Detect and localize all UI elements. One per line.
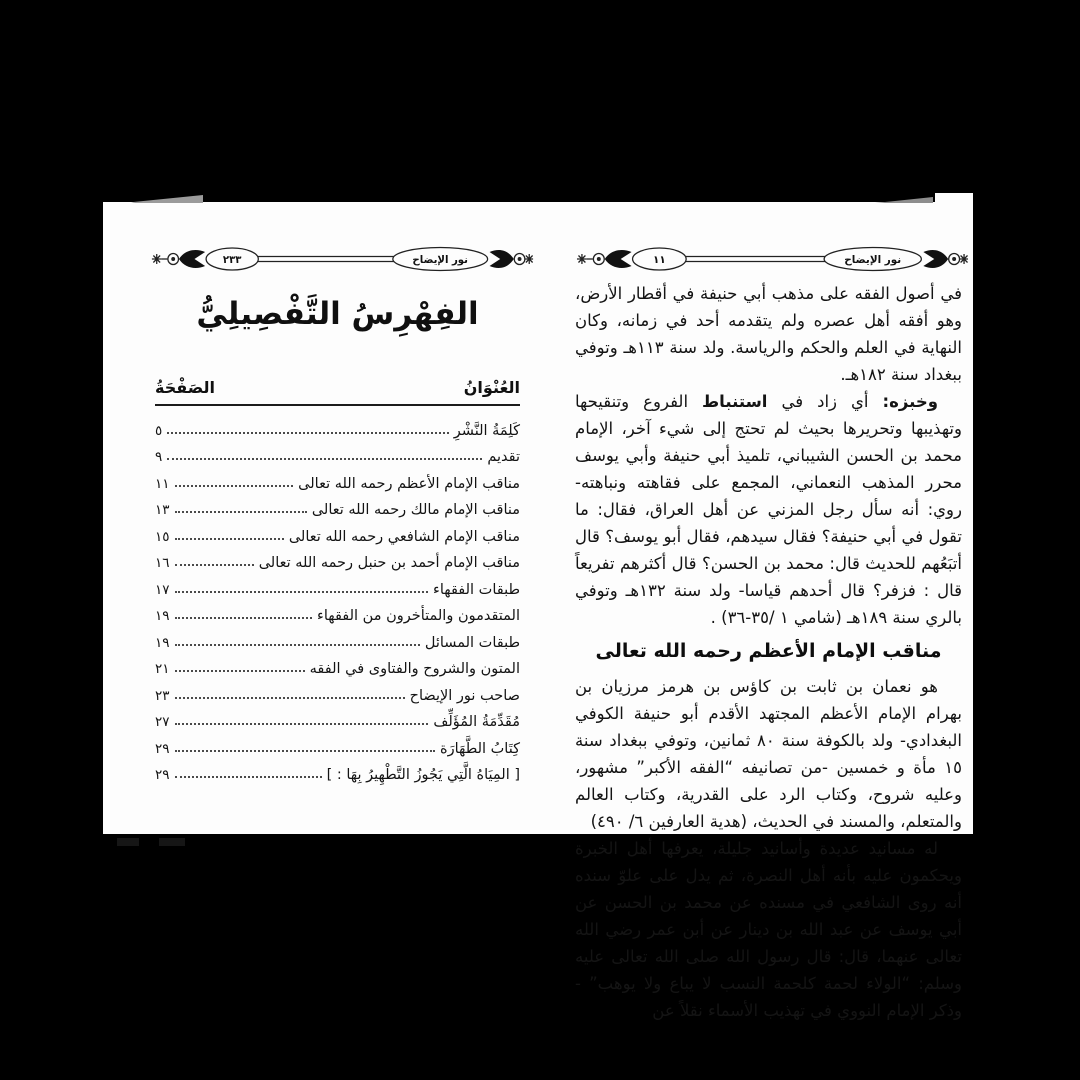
toc-leader-dots	[175, 723, 429, 725]
toc-entry-page: ١٧	[155, 581, 170, 598]
toc-entry	[155, 571, 520, 598]
toc-leader-dots	[175, 591, 429, 593]
scan-artifact	[117, 838, 139, 846]
toc-entry	[155, 518, 520, 545]
toc-entry-label: مناقب الإمام أحمد بن حنبل رحمه الله تعالى	[258, 555, 520, 571]
star-icon	[577, 254, 587, 264]
bold-term: وخبزه:	[882, 392, 938, 411]
toc-page	[103, 202, 538, 834]
toc-entry-label: المتقدمون والمتأخرون من الفقهاء	[317, 608, 520, 624]
toc-entry	[155, 730, 520, 757]
toc-entry-page: ٢٩	[155, 740, 170, 757]
toc-entry-page: ٢١	[155, 661, 170, 677]
toc-entry-label: مُقَدِّمَةُ المُؤَلِّف	[433, 714, 520, 730]
index-title: الفِهْرِسُ التَّفْصِيلِيُّ	[196, 296, 479, 332]
page-number: ١١	[652, 253, 666, 267]
header-ornament	[149, 242, 536, 276]
toc-entry-page: ١٩	[155, 608, 170, 624]
toc-entry-page: ١٩	[155, 634, 170, 651]
book-spread	[103, 202, 973, 1020]
wing-icon	[923, 250, 948, 268]
toc-entry-label: مناقب الإمام الأعظم رحمه الله تعالى	[298, 475, 520, 492]
paragraph: وخبزه: أي زاد في استنباط الفروع وتنقيحها وتهذيبها وتحريرها بحيث لم تحتج إلى شيء آخر، الإمام محمد بن الحسن الشيباني، تلميذ أبي حنيفة وأبي يوسف محرر المذهب النعماني، المجمع على فقاهته ونباهته- روي: أنه سأل رجل المزني عن أهل العراق، فقال: ما تقول في أبي حنيفة؟ فقال سيدهم، فقال أبو يوسف؟ قال أتبَعُهم للحديث قال: محمد بن الحسن؟ قال أكثرهم تفريعاً قال : فزفر؟ قال أحدهم قياسا- ولد سنة ١٣٢هـ وتوفي بالري سنة ١٨٩هـ (شامي ١ /٣٥-٣٦) .	[575, 392, 962, 627]
toc-leader-dots	[175, 750, 435, 752]
toc-entry-label: طبقات المسائل	[424, 634, 520, 651]
toc-entry-label: تقديم	[487, 449, 520, 465]
toc-entry	[155, 465, 520, 492]
toc-entry	[155, 439, 520, 466]
wing-icon	[605, 250, 632, 268]
toc-entry-label: مناقب الإمام مالك رحمه الله تعالى	[311, 502, 520, 518]
paragraph: في أصول الفقه على مذهب أبي حنيفة في أقطار الأرض، وهو أفقه أهل عصره ولم يتقدمه أحد في زمانه، وكان النهاية في العلم والحكم والرياسة. ولد سنة ١١٣هـ وتوفي ببغداد سنة ١٨٢هـ.	[575, 284, 962, 384]
body-text	[575, 280, 962, 1024]
toc-entry	[155, 624, 520, 651]
header-ornament-graphic	[574, 242, 971, 276]
toc-entry-page: ٥	[155, 422, 163, 439]
toc-leader-dots	[175, 485, 294, 487]
toc-entry	[155, 704, 520, 731]
toc-leader-dots	[175, 538, 284, 540]
toc-leader-dots	[167, 432, 449, 434]
toc-entry-page: ١٦	[155, 555, 170, 571]
toc-entry-label: كِتَابُ الطَّهَارَة	[440, 740, 520, 757]
toc-entry-page: ١٥	[155, 528, 170, 545]
wing-icon	[490, 250, 514, 268]
toc-header-rule	[155, 404, 520, 406]
toc-entry	[155, 757, 520, 784]
paragraph: هو نعمان بن ثابت بن كاؤس بن هرمز مرزيان بن بهرام الإمام الأعظم المجتهد الأقدم أبو حنيفة الكوفي البغدادي- ولد بالكوفة سنة ٨٠ ثمانين، وتوفي ببغداد سنة ١٥ مأة و خمسين -من تصانيفه “الفقه الأكبر” مشهور، وعليه شروح، وكتاب الرد على القدرية، وكتاب العالم والمتعلم، والمسند في الحديث، (هدية العارفين ٦/ ٤٩٠)	[575, 677, 962, 831]
star-icon	[525, 254, 533, 264]
toc-column-headers	[155, 378, 520, 397]
toc-column-title: العُنْوَانُ	[463, 378, 520, 397]
toc-entry	[155, 412, 520, 439]
body-page	[538, 202, 973, 1020]
toc-entry-label: صاحب نور الإيضاح	[409, 687, 520, 704]
toc-entry-label: مناقب الإمام الشافعي رحمه الله تعالى	[288, 528, 520, 545]
toc-leader-dots	[175, 644, 420, 646]
toc-list	[155, 412, 520, 783]
toc-entry-page: ٢٩	[155, 767, 170, 783]
toc-entry-label: [ المِيَاهُ الَّتِي يَجُوزُ التَّطْهِيرُ بِهَا : ]	[326, 767, 520, 783]
toc-entry-page: ١١	[155, 475, 170, 492]
header-ornament-graphic	[149, 242, 536, 276]
toc-entry-page: ١٣	[155, 502, 170, 518]
bold-term: استنباط	[702, 392, 768, 411]
toc-entry	[155, 545, 520, 572]
toc-entry-label: المتون والشروح والفتاوى في الفقه	[309, 661, 520, 677]
paragraph: له مسانيد عديدة وأسانيد جليلة، يعرفها أهل الخبرة ويحكمون عليه بأنه أهل النصرة، ثم يدل على علوّ سنده أنه روى الشافعي في مسنده عن محمد بن الحسن عن أبي يوسف عن عبد الله بن دينار عن أبن عمر رضي الله تعالى عنهما، قال: قال رسول الله صلى الله تعالى عليه وسلم: “الولاء لحمة كلحمة النسب لا يباع ولا يوهب” - وذكر الإمام النووي في تهذيب الأسماء نقلاً عن	[575, 839, 962, 1020]
toc-leader-dots	[175, 564, 254, 566]
running-title: نور الإيضاح	[844, 253, 902, 267]
header-ornament	[574, 242, 971, 276]
toc-entry-page: ٢٧	[155, 714, 170, 730]
toc-leader-dots	[167, 458, 482, 460]
toc-leader-dots	[175, 617, 313, 619]
toc-leader-dots	[175, 511, 307, 513]
scan-artifact	[159, 838, 185, 846]
star-icon	[960, 254, 968, 264]
page-number: ٢٣٣	[222, 253, 242, 267]
toc-entry	[155, 492, 520, 519]
toc-entry	[155, 598, 520, 625]
toc-entry	[155, 677, 520, 704]
section-heading: مناقب الإمام الأعظم رحمه الله تعالى	[595, 640, 942, 662]
star-icon	[152, 254, 162, 264]
toc-entry-label: طبقات الفقهاء	[433, 581, 520, 598]
toc-entry	[155, 651, 520, 678]
toc-entry-label: كَلِمَةُ النَّشْرِ	[453, 422, 520, 439]
wing-icon	[179, 250, 205, 268]
toc-leader-dots	[175, 670, 305, 672]
toc-entry-page: ٢٣	[155, 687, 170, 704]
toc-leader-dots	[175, 697, 405, 699]
toc-column-page: الصَفْحَةُ	[155, 378, 216, 397]
toc-entry-page: ٩	[155, 449, 163, 465]
toc-leader-dots	[175, 776, 322, 778]
running-title: نور الإيضاح	[412, 253, 469, 267]
